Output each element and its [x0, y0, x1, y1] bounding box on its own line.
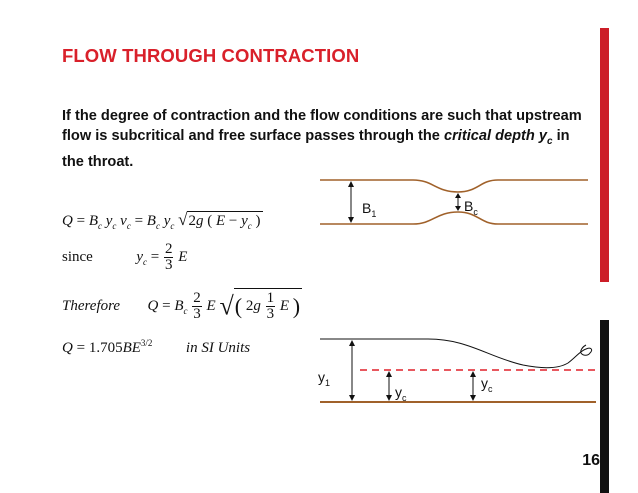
intro-emphasis: critical depth $y_c$ — [443, 128, 553, 147]
equation-discharge: $Q = B_c$ $y_c$ $v_c = B_c$ $y_c$ √2g ( $E - y_c$ ) — [62, 210, 261, 231]
therefore-label: Therefore — [62, 297, 121, 314]
channel-wall-bottom — [320, 212, 588, 224]
equation-therefore: Therefore $Q = B_c$ $\frac{2}{3}$ E √( 2g $\frac{1}{3}$ E ) — [62, 290, 301, 322]
contraction-plan-diagram — [318, 170, 590, 240]
si-units-label: in SI Units — [185, 340, 251, 356]
equation-si: $Q = 1.705BE^{3/2}$ in SI Units — [62, 338, 251, 356]
equation-critical-depth: since $y_c$ = $\frac{2}{3}$ E — [62, 241, 188, 273]
intro-text-2: in the throat. — [62, 128, 570, 170]
water-surface — [320, 339, 592, 368]
label-y1: $y_1$ — [318, 369, 331, 388]
accent-bar-red — [600, 28, 609, 282]
since-label: since — [62, 248, 93, 265]
coefficient: 1.705 — [88, 340, 123, 356]
page-number: 16 — [582, 452, 600, 469]
label-b1: $B_1$ — [362, 200, 377, 219]
intro-paragraph — [62, 106, 582, 172]
label-yc-right: $y_c$ — [481, 375, 493, 394]
profile-diagram — [318, 325, 598, 410]
label-bc-top: $B_c$ — [464, 198, 478, 217]
accent-bar-black — [600, 320, 609, 493]
slide-title: FLOW THROUGH CONTRACTION — [62, 45, 360, 66]
label-yc-left: $y_c$ — [395, 384, 407, 403]
channel-wall-top — [320, 180, 588, 192]
intro-text-1: If the degree of contraction and the flow conditions are such that upstream flow is subcritical and free surface passes through the — [62, 108, 582, 144]
